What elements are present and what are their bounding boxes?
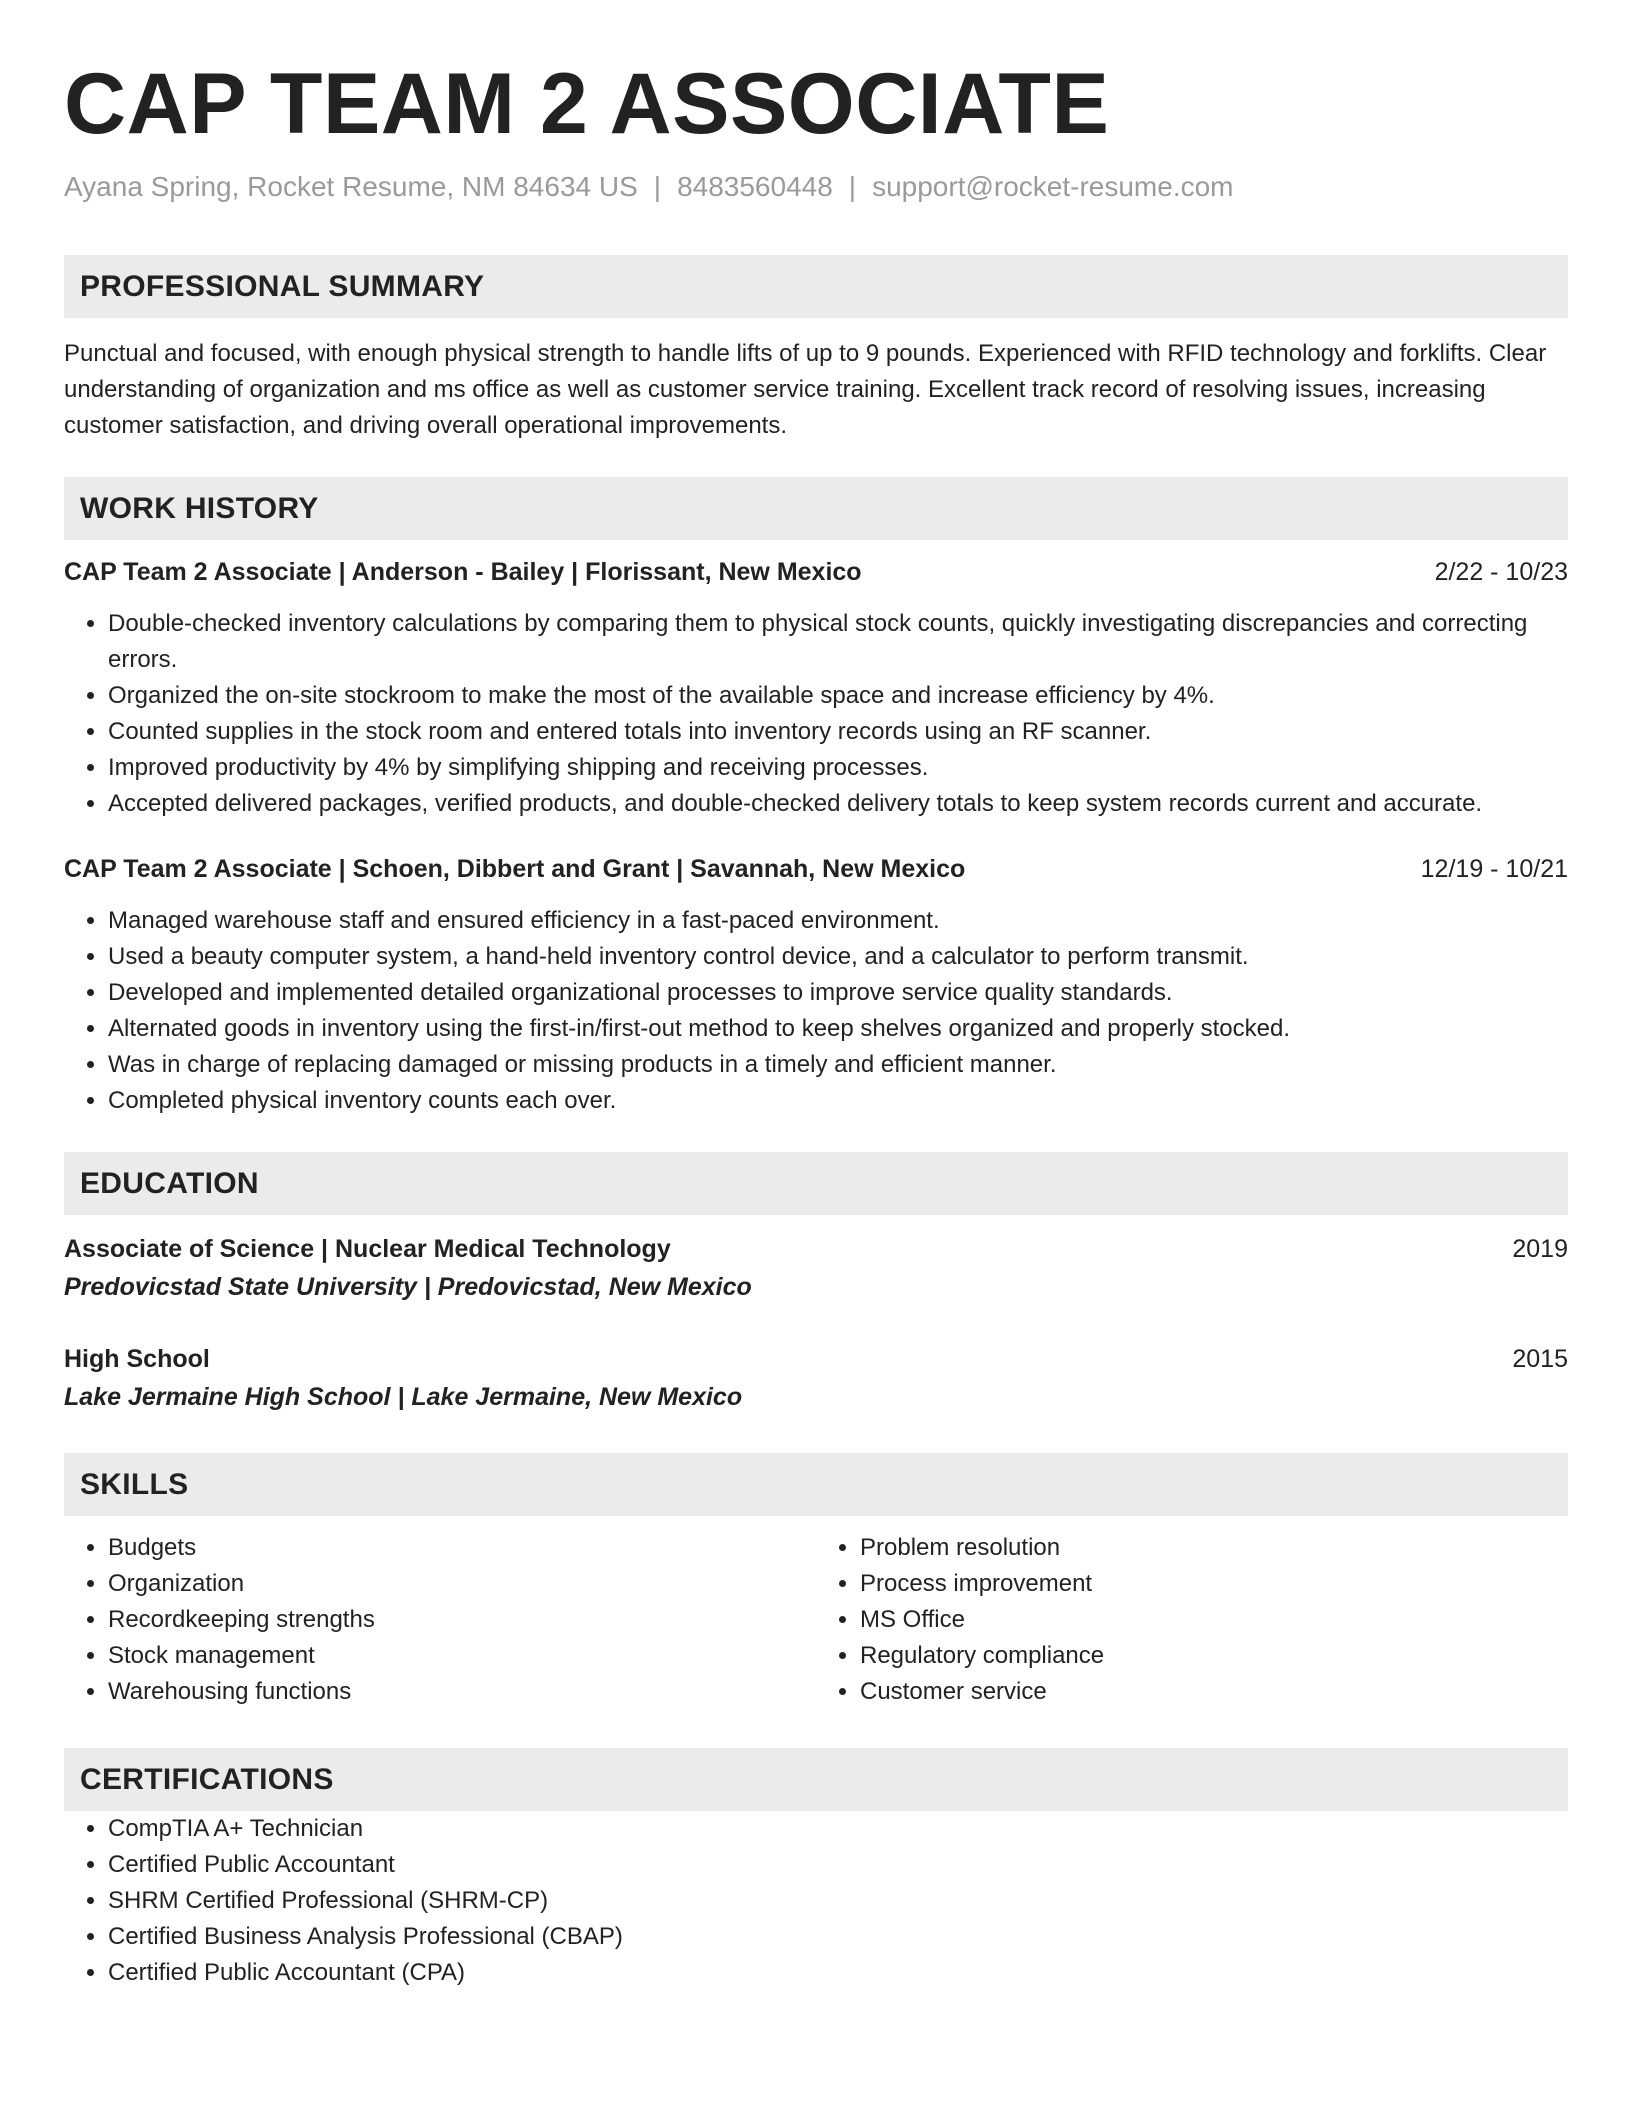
education-entry-header (64, 1231, 1568, 1267)
job-bullet: • Organized the on-site stockroom to make the most of the available space and increase efficiency by 4%. (108, 678, 1568, 714)
section-heading-certifications: CERTIFICATIONS (64, 1748, 1568, 1811)
contact-phone: 8483560448 (677, 171, 833, 202)
job-bullet: • Developed and implemented detailed organizational processes to improve service quality standards. (108, 975, 1568, 1011)
job-dates: 2/22 - 10/23 (1434, 558, 1568, 586)
certification-item: • Certified Business Analysis Professional (CBAP) (108, 1919, 1568, 1955)
skills-list-right (816, 1530, 1568, 1710)
education-entry (64, 1231, 1568, 1305)
school-name: Predovicstad State University | Predovicstad, New Mexico (64, 1273, 752, 1301)
job-bullet: • Improved productivity by 4% by simplifying shipping and receiving processes. (108, 750, 1568, 786)
graduation-year: 2015 (1512, 1345, 1568, 1373)
skills-list-left (64, 1530, 816, 1710)
resume-name: CAP TEAM 2 ASSOCIATE (64, 56, 1110, 152)
job-bullet: • Alternated goods in inventory using the first-in/first-out method to keep shelves organized and properly stocked. (108, 1011, 1568, 1047)
skill-item: • MS Office (860, 1602, 1568, 1638)
job-bullet: • Managed warehouse staff and ensured efficiency in a fast-paced environment. (108, 903, 1568, 939)
graduation-year: 2019 (1512, 1235, 1568, 1263)
certifications-list (64, 1811, 1568, 1991)
job-bullets (64, 903, 1568, 1119)
certification-item: • CompTIA A+ Technician (108, 1811, 1568, 1847)
skill-item: • Recordkeeping strengths (108, 1602, 816, 1638)
work-entry-header (64, 851, 1568, 887)
skill-item: • Organization (108, 1566, 816, 1602)
job-bullet: • Used a beauty computer system, a hand-held inventory control device, and a calculator to perform transmit. (108, 939, 1568, 975)
job-bullet: • Was in charge of replacing damaged or missing products in a timely and efficient manner. (108, 1047, 1568, 1083)
job-bullet: • Counted supplies in the stock room and entered totals into inventory records using an RF scanner. (108, 714, 1568, 750)
job-dates: 12/19 - 10/21 (1420, 855, 1568, 883)
contact-separator: | (848, 171, 857, 202)
work-entry-header (64, 554, 1568, 590)
contact-email: support@rocket-resume.com (872, 171, 1234, 202)
section-heading-skills: SKILLS (64, 1453, 1568, 1516)
degree-title: Associate of Science | Nuclear Medical Technology (64, 1235, 671, 1263)
job-title: CAP Team 2 Associate | Anderson - Bailey | Florissant, New Mexico (64, 558, 862, 586)
certification-item: • Certified Public Accountant (CPA) (108, 1955, 1568, 1991)
school-name: Lake Jermaine High School | Lake Jermaine, New Mexico (64, 1383, 743, 1411)
skill-item: • Budgets (108, 1530, 816, 1566)
contact-line (64, 170, 1568, 204)
skills-columns (64, 1530, 1568, 1710)
job-title: CAP Team 2 Associate | Schoen, Dibbert and Grant | Savannah, New Mexico (64, 855, 966, 883)
summary-text: Punctual and focused, with enough physical strength to handle lifts of up to 9 pounds. Experienced with RFID technology and forklifts. Clear understanding of organization and ms office as well as customer service training. Excellent track record of resolving issues, increasing customer satisfaction, and driving overall operational improvements. (64, 340, 1547, 439)
job-bullet: • Double-checked inventory calculations by comparing them to physical stock counts, quickly investigating discrepancies and correcting errors. (108, 606, 1568, 678)
job-bullets (64, 606, 1568, 822)
skill-item: • Warehousing functions (108, 1674, 816, 1710)
skill-item: • Customer service (860, 1674, 1568, 1710)
skill-item: • Process improvement (860, 1566, 1568, 1602)
work-entry (64, 851, 1568, 1119)
section-heading-work-history: WORK HISTORY (64, 477, 1568, 540)
education-entry (64, 1341, 1568, 1415)
skill-item: • Stock management (108, 1638, 816, 1674)
degree-title: High School (64, 1345, 210, 1373)
section-heading-education: EDUCATION (64, 1152, 1568, 1215)
job-bullet: • Completed physical inventory counts each over. (108, 1083, 1568, 1119)
job-bullet: • Accepted delivered packages, verified products, and double-checked delivery totals to keep system records current and accurate. (108, 786, 1568, 822)
certification-item: • SHRM Certified Professional (SHRM-CP) (108, 1883, 1568, 1919)
skill-item: • Regulatory compliance (860, 1638, 1568, 1674)
skill-item: • Problem resolution (860, 1530, 1568, 1566)
contact-address: Ayana Spring, Rocket Resume, NM 84634 US (64, 171, 638, 202)
work-entry (64, 554, 1568, 822)
certification-item: • Certified Public Accountant (108, 1847, 1568, 1883)
contact-separator: | (653, 171, 662, 202)
section-heading-summary: PROFESSIONAL SUMMARY (64, 255, 1568, 318)
education-entry-header (64, 1341, 1568, 1377)
